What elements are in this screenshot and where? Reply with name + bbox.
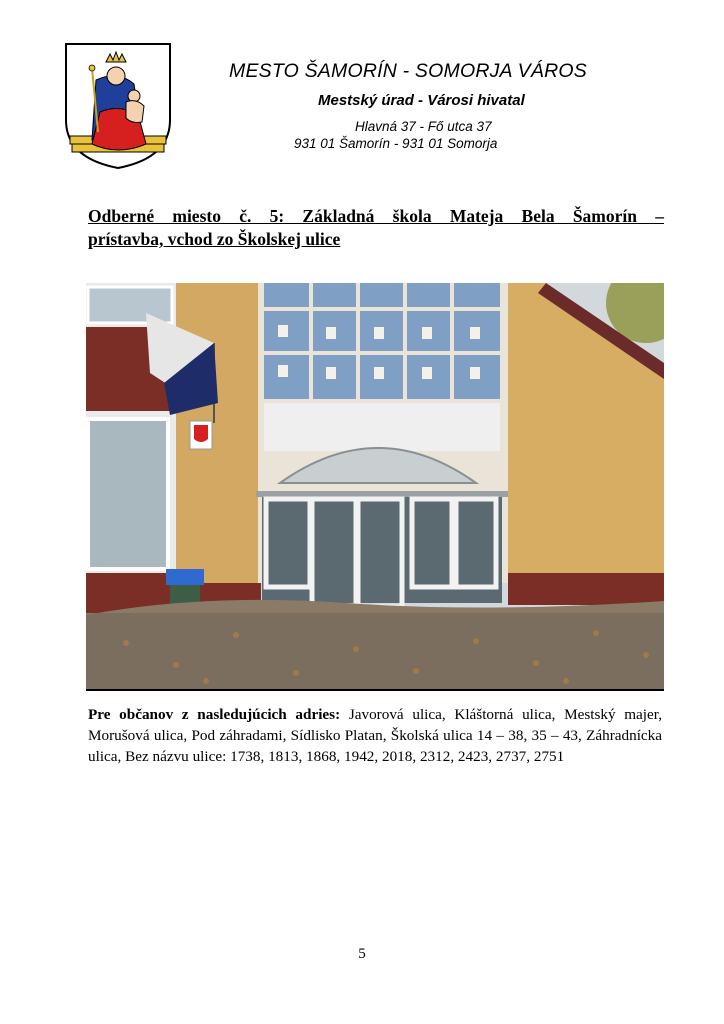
photo-illustration [86,283,664,689]
city-title: MESTO ŠAMORÍN - SOMORJA VÁROS [229,60,587,82]
page-number: 5 [358,946,366,962]
page-heading [88,205,664,251]
coat-of-arms-icon [62,40,174,172]
address-list-lead: Pre občanov z nasledujúcich adries: [88,706,341,723]
address-list [88,704,662,767]
address-line-2: 931 01 Šamorín - 931 01 Somorja [294,136,498,151]
office-name: Mestský úrad - Városi hivatal [318,92,525,109]
school-entrance-photo [86,283,664,689]
photo-divider [86,689,664,691]
address-list-text: Javorová ulica, Kláštorná ulica, Mestský majer, Morušová ulica, Pod záhradami, Sídlisko Platan, Školská ulica 14 – 38, 35 – 43, Záhradnícka ulica, Bez názvu ulice: 1738, 1813, 1868, 1942, 2018, 2312, 2423, 2737, 2751 [88,706,662,765]
heading-line-1: Odberné miesto č. 5: Základná škola Mateja Bela Šamorín – [88,206,664,226]
heading-line-2: prístavba, vchod zo Školskej ulice [88,229,341,249]
address-line-1: Hlavná 37 - Fő utca 37 [355,119,492,134]
